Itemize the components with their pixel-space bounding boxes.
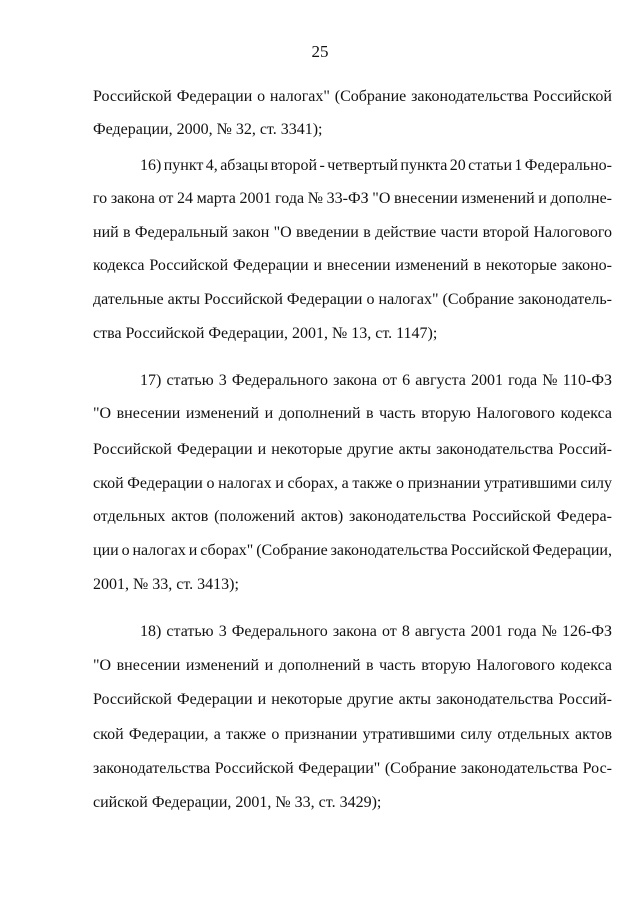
text-line: Российской Федерации и некоторые другие акты законодательства Россий- (93, 691, 612, 708)
text-line: Федерации, 2000, № 32, ст. 3341); (93, 121, 323, 138)
text-line: Российской Федерации и некоторые другие акты законодательства Россий- (93, 441, 612, 458)
text-line: ства Российской Федерации, 2001, № 13, ст. 1147); (93, 325, 438, 342)
text-line: 17) статью 3 Федерального закона от 6 августа 2001 года № 110-ФЗ (140, 372, 612, 389)
text-line: го закона от 24 марта 2001 года № 33-ФЗ "О внесении изменений и дополне- (93, 190, 613, 207)
text-line: ний в Федеральный закон "О введении в действие части второй Налогового (93, 224, 612, 241)
text-line: "О внесении изменений и дополнений в часть вторую Налогового кодекса (93, 657, 612, 674)
text-line: 16) пункт 4, абзацы второй - четвертый пункта 20 статьи 1 Федерально- (140, 157, 612, 174)
page-number: 25 (311, 42, 329, 61)
text-line: 18) статью 3 Федерального закона от 8 августа 2001 года № 126-ФЗ (140, 623, 612, 640)
text-line: "О внесении изменений и дополнений в часть вторую Налогового кодекса (93, 405, 612, 422)
text-line: Российской Федерации о налогах" (Собрание законодательства Российской (93, 88, 612, 105)
text-line: 2001, № 33, ст. 3413); (93, 576, 239, 593)
text-line: сийской Федерации, 2001, № 33, ст. 3429); (93, 794, 382, 811)
text-line: законодательства Российской Федерации" (Собрание законодательства Рос- (93, 760, 612, 777)
text-line: ской Федерации, а также о признании утратившими силу отдельных актов (93, 726, 612, 743)
text-line: кодекса Российской Федерации и внесении изменений в некоторые законо- (93, 257, 612, 274)
text-line: отдельных актов (положений актов) законодательства Российской Федера- (93, 508, 612, 525)
text-line: ской Федерации о налогах и сборах, а также о признании утратившими силу (93, 475, 612, 492)
text-line: дательные акты Российской Федерации о налогах" (Собрание законодатель- (93, 291, 612, 308)
text-line: ции о налогах и сборах" (Собрание законодательства Российской Федерации, (93, 542, 612, 559)
